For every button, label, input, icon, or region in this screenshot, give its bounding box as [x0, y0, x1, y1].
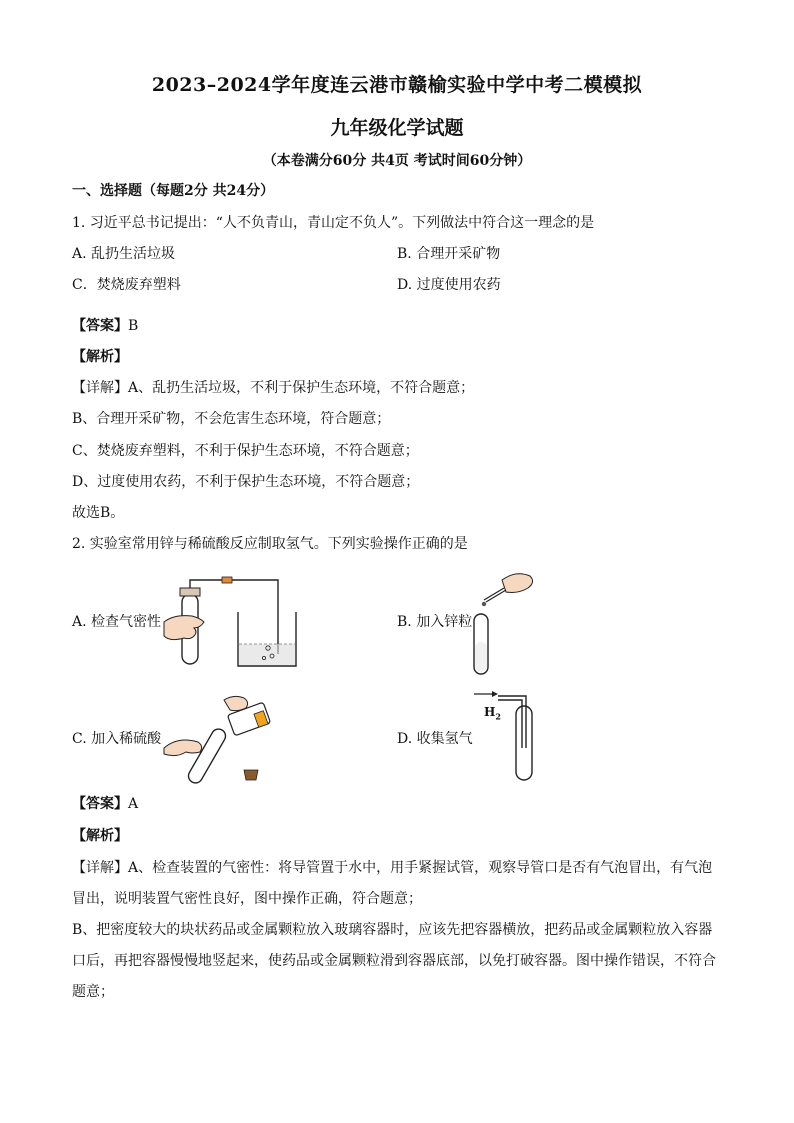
exam-subtitle: 九年级化学试题 — [330, 117, 464, 139]
add-zinc-figure — [468, 570, 538, 678]
q2-option-c: C. 加入稀硫酸 — [72, 731, 162, 747]
q1-option-a: A. 乱扔生活垃圾 — [72, 246, 176, 262]
q2-analysis-label: 【解析】 — [72, 828, 128, 844]
section-heading: 一、选择题（每题2分 共24分） — [72, 183, 275, 199]
q1-detail-line: C、焚烧废弃塑料，不利于保护生态环境，不符合题意； — [72, 443, 419, 459]
q2-option-a: A. 检查气密性 — [72, 614, 162, 630]
q2-option-b: B. 加入锌粒 — [397, 614, 473, 630]
q2-option-d: D. 收集氢气 — [397, 731, 473, 747]
q2-detail-a: 【详解】A、检查装置的气密性：将导管置于水中，用手紧握试管，观察导管口是否有气泡冒出，有气泡冒出，说明装置气密性良好，图中操作正确，符合题意； — [72, 860, 713, 907]
answer-label: 【答案】 — [72, 796, 128, 812]
q1-answer — [72, 316, 138, 336]
q1-detail-line: 【详解】A、乱扔生活垃圾，不利于保护生态环境，不符合题意； — [72, 380, 475, 396]
q1-detail-line: 故选B。 — [72, 505, 125, 521]
answer-value: B — [128, 318, 139, 334]
q1-option-b: B. 合理开采矿物 — [397, 246, 501, 262]
add-acid-figure — [160, 690, 290, 790]
q1-option-d: D. 过度使用农药 — [397, 277, 501, 293]
answer-label: 【答案】 — [72, 318, 128, 334]
collect-hydrogen-figure — [470, 688, 550, 784]
q1-stem: 1. 习近平总书记提出：“人不负青山，青山定不负人”。下列做法中符合这一理念的是 — [72, 215, 595, 231]
airtightness-check-figure — [160, 572, 300, 672]
exam-title: 2023–2024学年度连云港市赣榆实验中学中考二模模拟 — [151, 74, 643, 96]
q2-stem: 2. 实验室常用锌与稀硫酸反应制取氢气。下列实验操作正确的是 — [72, 536, 468, 552]
q1-option-c: C．焚烧废弃塑料 — [72, 277, 181, 293]
answer-value: A — [128, 796, 139, 812]
q1-detail-line: B、合理开采矿物，不会危害生态环境，符合题意； — [72, 411, 391, 427]
q2-answer — [72, 794, 138, 814]
q1-analysis-label: 【解析】 — [72, 349, 128, 365]
exam-note: （本卷满分60分 共4页 考试时间60分钟） — [262, 153, 532, 169]
q2-detail-b: B、把密度较大的块状药品或金属颗粒放入玻璃容器时，应该先把容器横放，把药品或金属颗粒放入容器口后，再把容器慢慢地竖起来，使药品或金属颗粒滑到容器底部，以免打破容器。图中操作错误，不符合题意； — [72, 922, 716, 1000]
h2-label: $H_2$ — [484, 705, 501, 722]
q1-detail-line: D、过度使用农药，不利于保护生态环境，不符合题意； — [72, 474, 420, 490]
